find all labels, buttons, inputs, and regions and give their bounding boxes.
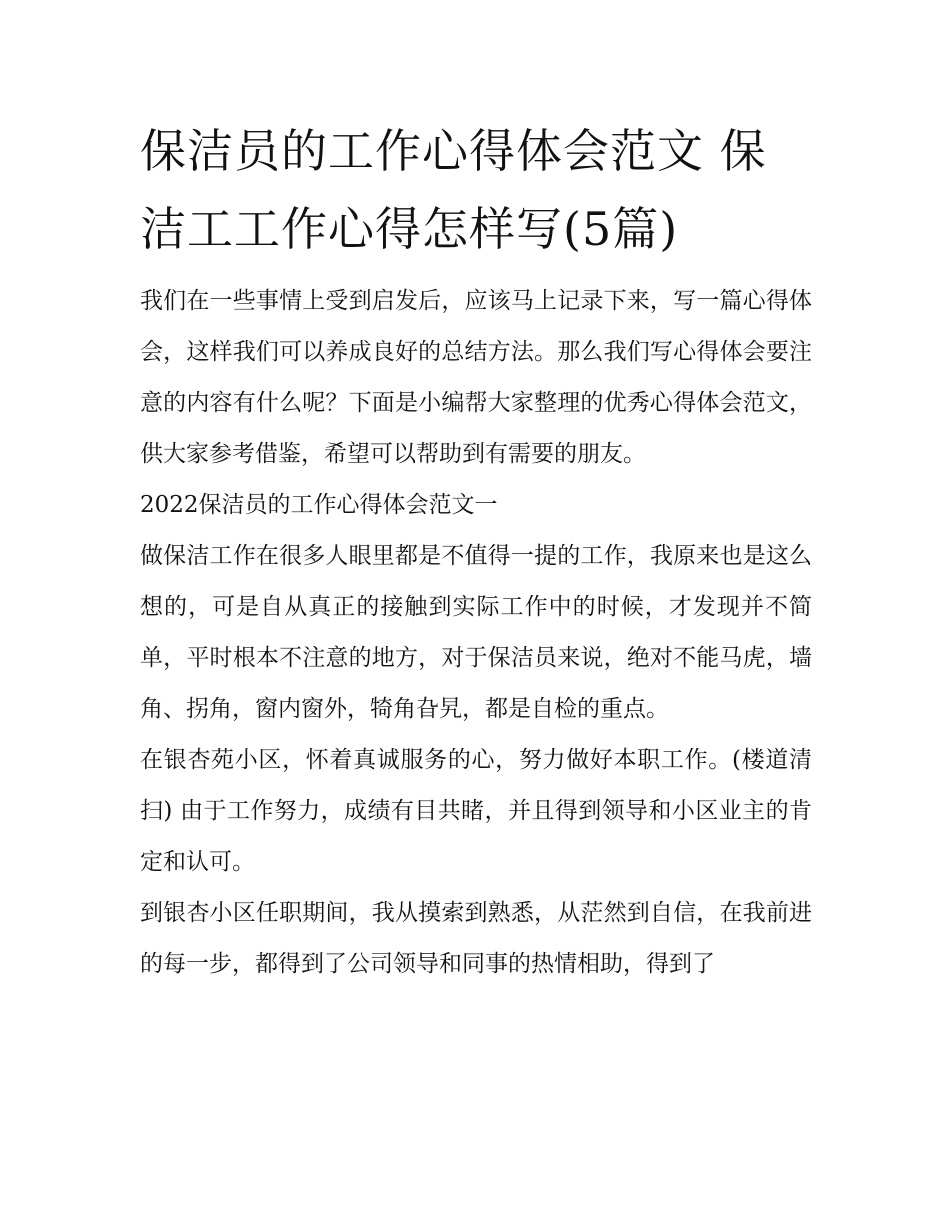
body-paragraph: 到银杏小区任职期间，我从摸索到熟悉，从茫然到自信，在我前进的每一步，都得到了公司领导和同事的热情相助，得到了 [140,900,812,977]
document-title: 保洁员的工作心得体会范文 保洁工工作心得怎样写(5篇) [140,124,767,256]
intro-paragraph: 我们在一些事情上受到启发后，应该马上记录下来，写一篇心得体会，这样我们可以养成良好的总结方法。那么我们写心得体会要注意的内容有什么呢？下面是小编帮大家整理的优秀心得体会范文，供大家参考借鉴，希望可以帮助到有需要的朋友。 [140,288,812,467]
body-paragraph: 在银杏苑小区，怀着真诚服务的心，努力做好本职工作。(楼道清扫) 由于工作努力，成绩有目共睹，并且得到领导和小区业主的肯定和认可。 [140,747,812,875]
section-heading: 2022保洁员的工作心得体会范文一 [140,492,498,518]
document-page [140,112,812,990]
body-paragraph: 做保洁工作在很多人眼里都是不值得一提的工作，我原来也是这么想的，可是自从真正的接触到实际工作中的时候，才发现并不简单，平时根本不注意的地方，对于保洁员来说，绝对不能马虎，墙角、拐角，窗内窗外，犄角旮旯，都是自检的重点。 [140,543,812,722]
